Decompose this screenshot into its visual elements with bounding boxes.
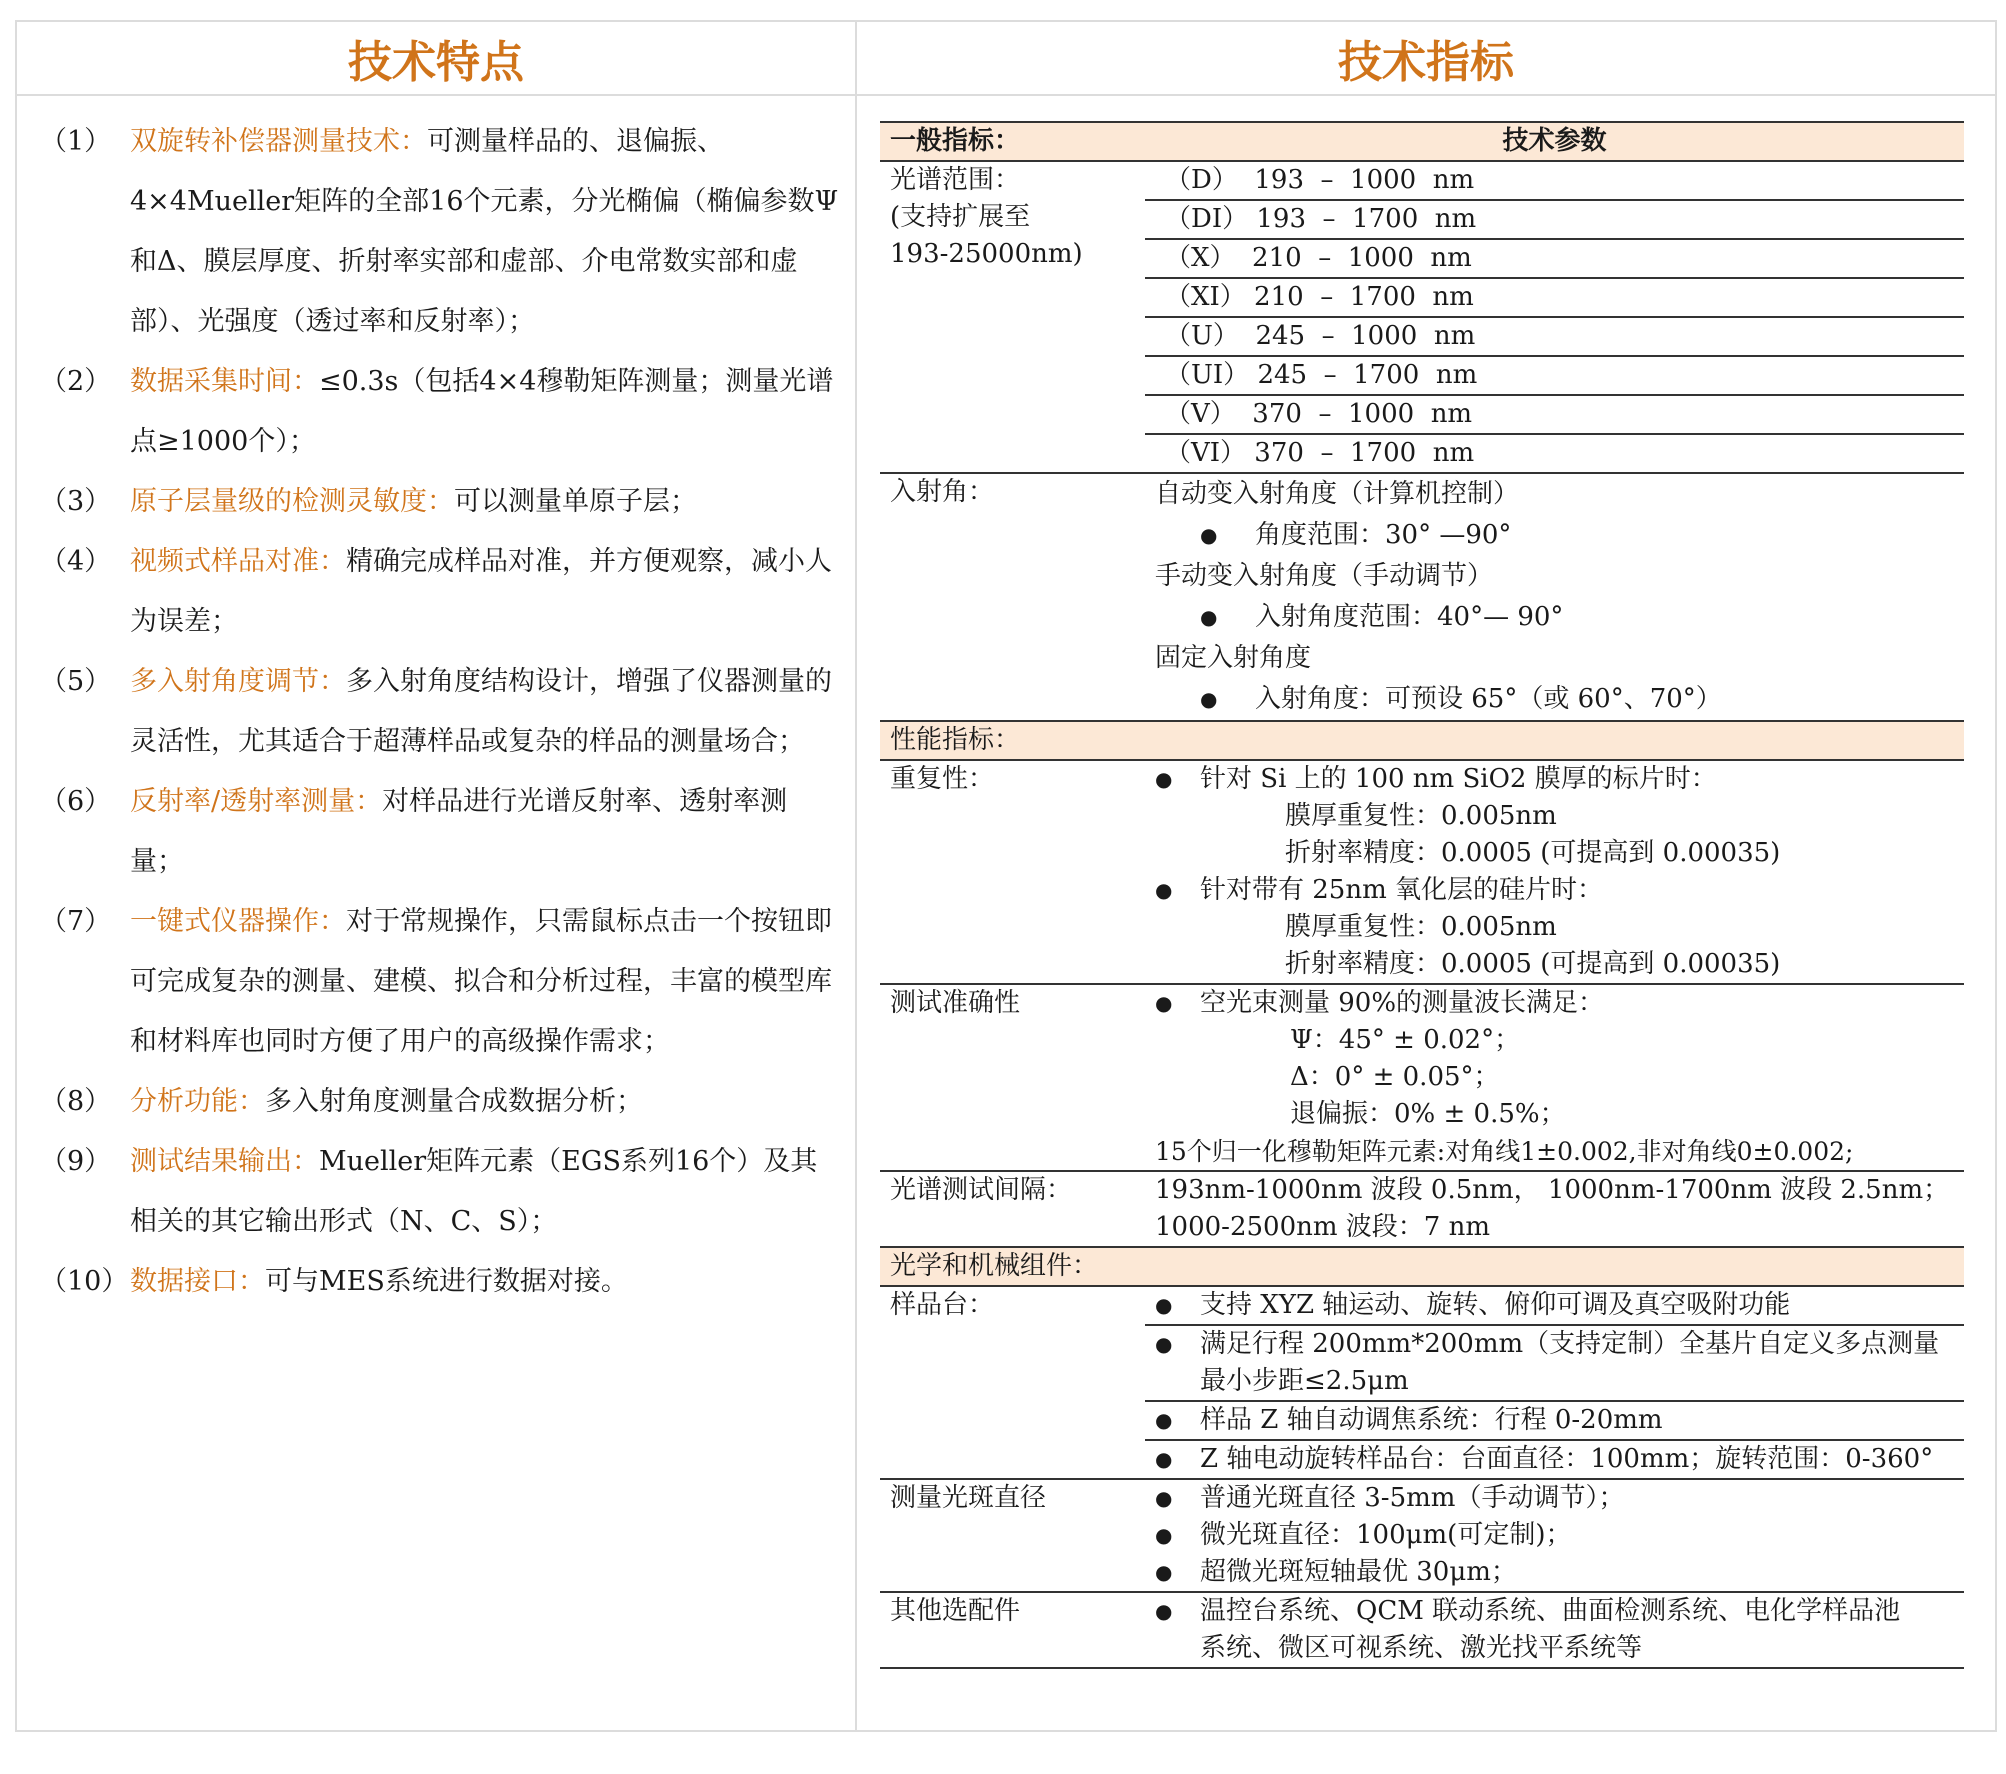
spectral-range: （X） 210 – 1000 nm [1145,240,1964,279]
spot-item: ● 超微光斑短轴最优 30μm； [1145,1554,1964,1591]
feature-number: （5） [40,666,112,697]
repeatability-value: 膜厚重复性：0.005nm [1285,801,1557,831]
feature-number: （10） [40,1266,129,1297]
options-item-detail: 系统、微区可视系统、激光找平系统等 [1200,1633,1643,1663]
feature-number: （7） [40,906,112,937]
repeatability-row [880,761,1964,985]
spec-table [880,121,1964,1669]
general-label: 一般指标： [890,126,1021,156]
feature-item [40,652,840,772]
spectral-label: 光谱范围： [890,165,1021,195]
spectral-note-1: (支持扩展至 [890,202,1031,232]
feature-title: 多入射角度调节： [130,666,346,697]
spot-item: ● 普通光斑直径 3-5mm（手动调节）； [1145,1480,1964,1517]
repeatability-item: ● 针对 Si 上的 100 nm SiO2 膜厚的标片时： [1145,761,1964,798]
spectral-range: （UI） 245 – 1700 nm [1145,357,1964,396]
repeatability-value: 折射率精度：0.0005 (可提高到 0.00035) [1285,949,1781,979]
spot-label: 测量光斑直径 [890,1483,1047,1513]
feature-item [40,892,840,1072]
specs-title: 技术指标 [1338,37,1514,88]
feature-item [40,352,840,472]
feature-number: （2） [40,366,112,397]
feature-title: 一键式仪器操作： [130,906,346,937]
features-title: 技术特点 [348,37,524,88]
feature-text: 多入射角度结构设计，增强了仪器测量的灵活性，尤其适合于超薄样品或复杂的样品的测量场合； [130,666,832,757]
feature-title: 反射率/透射率测量： [130,786,383,817]
column-divider [855,20,857,1732]
feature-text: 可测量样品的、退偏振、4×4Mueller矩阵的全部16个元素，分光椭偏（椭偏参数Ψ和Δ、膜层厚度、折射率实部和虚部、介电常数实部和虚部）、光强度（透过率和反射率）； [130,126,839,337]
repeatability-value: 折射率精度：0.0005 (可提高到 0.00035) [1285,838,1781,868]
options-label: 其他选配件 [890,1596,1021,1626]
incidence-manual: 手动变入射角度（手动调节） [1155,561,1494,591]
optics-section: 光学和机械组件： [880,1248,1964,1287]
interval-label: 光谱测试间隔： [890,1175,1073,1205]
stage-item: ● 样品 Z 轴自动调焦系统：行程 0-20mm [1145,1402,1964,1441]
feature-item [40,1072,840,1132]
spot-row [880,1480,1964,1593]
spectral-note-2: 193-25000nm) [890,239,1083,269]
spectral-range: （V） 370 – 1000 nm [1145,396,1964,435]
stage-row [880,1287,1964,1480]
feature-text: 多入射角度测量合成数据分析； [265,1086,643,1117]
feature-title: 原子层量级的检测灵敏度： [130,486,454,517]
incidence-manual-range: ● 入射角度范围：40°— 90° [1145,597,1964,638]
feature-number: （4） [40,546,112,577]
spectral-range: （DI） 193 – 1700 nm [1145,201,1964,240]
feature-list [40,112,840,1312]
feature-text: 对样品进行光谱反射率、透射率测量； [130,786,788,877]
incidence-fixed: 固定入射角度 [1155,643,1312,673]
feature-text: 可与MES系统进行数据对接。 [265,1266,628,1297]
stage-item: ● 支持 XYZ 轴运动、旋转、俯仰可调及真空吸附功能 [1145,1287,1964,1326]
feature-item [40,1252,840,1312]
specs-title-underline [857,94,1995,96]
incidence-label: 入射角： [890,477,995,507]
accuracy-row [880,985,1964,1172]
feature-item [40,772,840,892]
feature-number: （6） [40,786,112,817]
feature-text: Mueller矩阵元素（EGS系列16个）及其相关的其它输出形式（N、C、S）； [130,1146,818,1237]
feature-title: 测试结果输出： [130,1146,319,1177]
accuracy-mueller: 15个归一化穆勒矩阵元素:对角线1±0.002,非对角线0±0.002; [1155,1137,1854,1166]
features-title-underline [17,94,855,96]
accuracy-delta: Δ：0° ± 0.05°； [1290,1062,1500,1092]
stage-item: ● 满足行程 200mm*200mm（支持定制）全基片自定义多点测量 [1145,1326,1964,1363]
spot-item: ● 微光斑直径：100μm(可定制)； [1145,1517,1964,1554]
options-row [880,1593,1964,1669]
feature-title: 分析功能： [130,1086,265,1117]
feature-item [40,532,840,652]
feature-text: ≤0.3s（包括4×4穆勒矩阵测量；测量光谱点≥1000个）； [130,366,834,457]
accuracy-item: ● 空光束测量 90%的测量波长满足： [1145,985,1964,1022]
param-label: 技术参数 [1502,126,1607,156]
feature-item [40,1132,840,1252]
spectral-range: （XI） 210 – 1700 nm [1145,279,1964,318]
stage-item-detail: 最小步距≤2.5μm [1200,1366,1409,1396]
feature-item [40,112,840,352]
feature-number: （3） [40,486,112,517]
accuracy-label: 测试准确性 [890,988,1021,1018]
feature-text: 可以测量单原子层； [454,486,697,517]
feature-title: 数据接口： [130,1266,265,1297]
interval-row [880,1172,1964,1248]
feature-item [40,472,840,532]
interval-line: 1000-2500nm 波段：7 nm [1155,1212,1490,1242]
performance-section: 性能指标： [880,722,1964,761]
interval-line: 193nm-1000nm 波段 0.5nm， 1000nm-1700nm 波段 2.5nm； [1155,1175,1950,1205]
spectral-range: （VI） 370 – 1700 nm [1165,438,1475,468]
repeatability-item: ● 针对带有 25nm 氧化层的硅片时： [1145,872,1964,909]
incidence-fixed-range: ● 入射角度：可预设 65°（或 60°、70°） [1145,679,1964,720]
feature-title: 数据采集时间： [130,366,319,397]
stage-label: 样品台： [890,1290,995,1320]
repeatability-value: 膜厚重复性：0.005nm [1285,912,1557,942]
feature-number: （9） [40,1146,112,1177]
incidence-row [880,474,1964,722]
feature-text: 精确完成样品对准，并方便观察，减小人为误差； [130,546,832,637]
incidence-auto-range: ● 角度范围：30° —90° [1145,515,1964,556]
incidence-auto: 自动变入射角度（计算机控制） [1155,479,1520,509]
feature-title: 视频式样品对准： [130,546,346,577]
feature-number: （8） [40,1086,112,1117]
feature-title: 双旋转补偿器测量技术： [130,126,427,157]
stage-item: ● Z 轴电动旋转样品台：台面直径：100mm；旋转范围：0-360° [1145,1441,1964,1478]
spec-header-row [880,121,1964,162]
spectral-row [880,162,1964,474]
spectral-range: （U） 245 – 1000 nm [1145,318,1964,357]
feature-text: 对于常规操作，只需鼠标点击一个按钮即可完成复杂的测量、建模、拟合和分析过程，丰富的模型库和材料库也同时方便了用户的高级操作需求； [130,906,832,1057]
accuracy-depolarization: 退偏振：0% ± 0.5%； [1290,1099,1566,1129]
accuracy-psi: Ψ：45° ± 0.02°； [1290,1025,1521,1055]
repeatability-label: 重复性： [890,764,995,794]
feature-number: （1） [40,126,112,157]
options-item: ● 温控台系统、QCM 联动系统、曲面检测系统、电化学样品池 [1145,1593,1964,1630]
spectral-range: （D） 193 – 1000 nm [1145,162,1964,201]
